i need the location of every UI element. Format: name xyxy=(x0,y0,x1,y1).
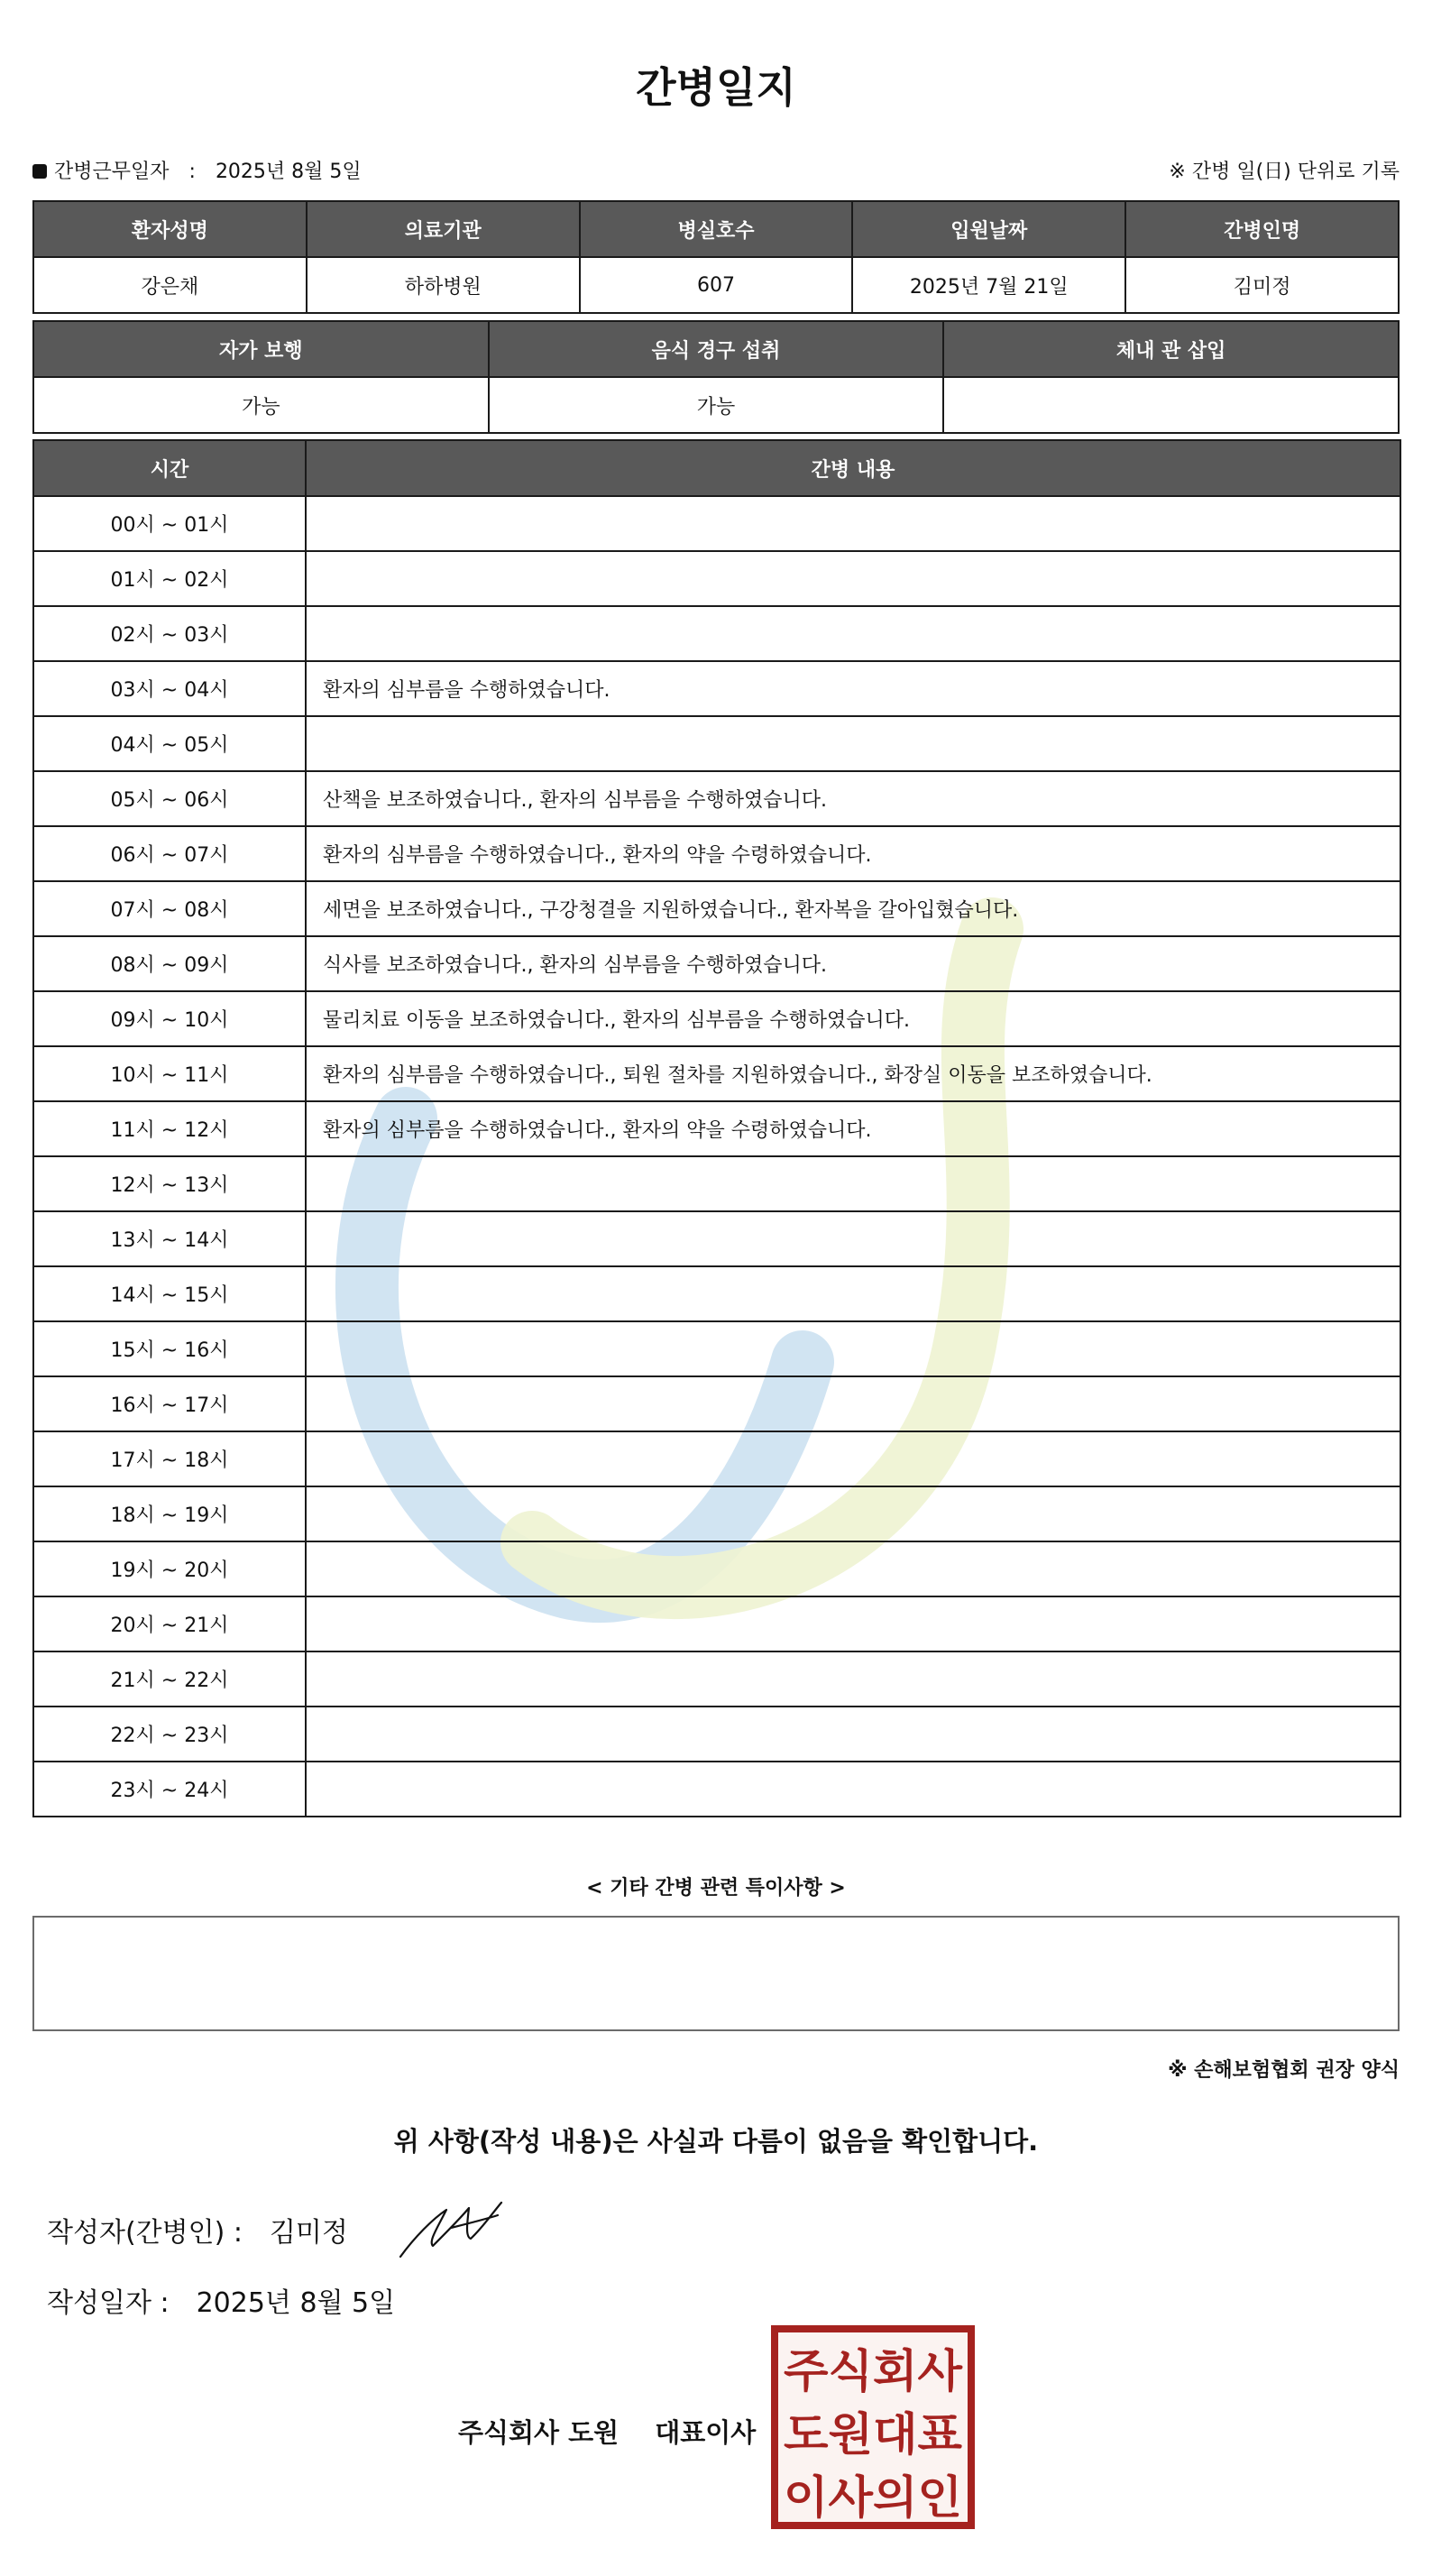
hourly-care-log-table xyxy=(32,439,1401,1817)
care-log-time: 18시 ~ 19시 xyxy=(33,1486,306,1541)
notes-title: < 기타 간병 관련 특이사항 > xyxy=(586,1877,846,1900)
care-log-time: 10시 ~ 11시 xyxy=(33,1046,306,1101)
writer-label: 작성자(간병인) : xyxy=(47,2217,243,2249)
care-log-content xyxy=(306,1651,1400,1707)
written-date-label: 작성일자 : xyxy=(47,2287,170,2319)
care-log-time: 04시 ~ 05시 xyxy=(33,716,306,771)
written-date-line xyxy=(47,2280,395,2320)
care-log-time: 06시 ~ 07시 xyxy=(33,826,306,881)
signature-icon xyxy=(397,2192,505,2264)
care-log-row xyxy=(33,991,1400,1046)
form-source-note: ※ 손해보험협회 권장 양식 xyxy=(1168,2059,1400,2082)
care-log-time: 22시 ~ 23시 xyxy=(33,1707,306,1762)
patient-info-table xyxy=(32,200,1400,314)
care-log-content xyxy=(306,716,1400,771)
header-tube-insertion: 체내 관 삽입 xyxy=(943,321,1399,377)
care-log-row xyxy=(33,716,1400,771)
svg-text:도원대표: 도원대표 xyxy=(784,2408,963,2461)
header-care-content: 간병 내용 xyxy=(306,440,1400,496)
svg-text:주식회사: 주식회사 xyxy=(784,2345,963,2397)
care-log-row xyxy=(33,1156,1400,1211)
care-log-content: 환자의 심부름을 수행하였습니다., 환자의 약을 수령하였습니다. xyxy=(306,1101,1400,1156)
care-log-row xyxy=(33,771,1400,826)
hospital-name: 하하병원 xyxy=(307,257,580,313)
care-log-content xyxy=(306,1486,1400,1541)
care-log-content xyxy=(306,551,1400,606)
patient-name: 강은채 xyxy=(33,257,307,313)
tube-insertion-value xyxy=(943,377,1399,433)
patient-info-header-row xyxy=(33,201,1399,257)
header-self-walking: 자가 보행 xyxy=(33,321,489,377)
care-log-row xyxy=(33,1431,1400,1486)
care-log-row xyxy=(33,1101,1400,1156)
care-log-time: 03시 ~ 04시 xyxy=(33,661,306,716)
company-seal-icon xyxy=(771,2325,975,2529)
care-log-row xyxy=(33,606,1400,661)
care-log-time: 07시 ~ 08시 xyxy=(33,881,306,936)
care-log-row xyxy=(33,826,1400,881)
company-signature-line xyxy=(458,2413,756,2450)
care-log-header-row xyxy=(33,440,1400,496)
care-log-time: 21시 ~ 22시 xyxy=(33,1651,306,1707)
patient-info-value-row xyxy=(33,257,1399,313)
care-log-row xyxy=(33,1321,1400,1376)
care-log-content: 산책을 보조하였습니다., 환자의 심부름을 수행하였습니다. xyxy=(306,771,1400,826)
care-log-content: 세면을 보조하였습니다., 구강청결을 지원하였습니다., 환자복을 갈아입혔습니다. xyxy=(306,881,1400,936)
care-log-row xyxy=(33,1762,1400,1817)
caregiver-name: 김미정 xyxy=(1125,257,1399,313)
care-log-row xyxy=(33,1046,1400,1101)
care-log-row xyxy=(33,1376,1400,1431)
care-log-row xyxy=(33,1707,1400,1762)
care-log-content xyxy=(306,1762,1400,1817)
record-unit-note: ※ 간병 일(日) 단위로 기록 xyxy=(1169,161,1400,183)
header-oral-intake: 음식 경구 섭취 xyxy=(489,321,944,377)
care-log-time: 12시 ~ 13시 xyxy=(33,1156,306,1211)
care-log-time: 16시 ~ 17시 xyxy=(33,1376,306,1431)
square-bullet-icon xyxy=(32,164,47,179)
care-log-time: 08시 ~ 09시 xyxy=(33,936,306,991)
care-log-content xyxy=(306,606,1400,661)
care-log-content xyxy=(306,1321,1400,1376)
svg-text:이사의인: 이사의인 xyxy=(784,2471,962,2524)
care-log-row xyxy=(33,881,1400,936)
written-date-value: 2025년 8월 5일 xyxy=(196,2287,396,2319)
care-log-content: 물리치료 이동을 보조하였습니다., 환자의 심부름을 수행하였습니다. xyxy=(306,991,1400,1046)
care-log-time: 13시 ~ 14시 xyxy=(33,1211,306,1266)
care-log-content xyxy=(306,1596,1400,1651)
care-log-content xyxy=(306,1707,1400,1762)
care-log-row xyxy=(33,1596,1400,1651)
self-walking-value: 가능 xyxy=(33,377,489,433)
work-date-line xyxy=(32,157,362,188)
care-log-content: 환자의 심부름을 수행하였습니다., 환자의 약을 수령하였습니다. xyxy=(306,826,1400,881)
care-log-time: 00시 ~ 01시 xyxy=(33,496,306,551)
special-notes-box xyxy=(32,1916,1400,2031)
room-number: 607 xyxy=(580,257,853,313)
care-log-row xyxy=(33,551,1400,606)
care-log-time: 05시 ~ 06시 xyxy=(33,771,306,826)
care-log-content xyxy=(306,1266,1400,1321)
care-log-row xyxy=(33,1486,1400,1541)
care-log-row xyxy=(33,1651,1400,1707)
care-log-content xyxy=(306,1541,1400,1596)
care-log-row xyxy=(33,1211,1400,1266)
company-name: 주식회사 도원 xyxy=(458,2417,620,2448)
header-room-number: 병실호수 xyxy=(580,201,853,257)
oral-intake-value: 가능 xyxy=(489,377,944,433)
admission-date: 2025년 7월 21일 xyxy=(852,257,1125,313)
care-log-content xyxy=(306,1431,1400,1486)
care-log-time: 11시 ~ 12시 xyxy=(33,1101,306,1156)
company-ceo-title: 대표이사 xyxy=(655,2417,757,2448)
care-log-time: 02시 ~ 03시 xyxy=(33,606,306,661)
care-log-content: 환자의 심부름을 수행하였습니다., 퇴원 절차를 지원하였습니다., 화장실 이동을 보조하였습니다. xyxy=(306,1046,1400,1101)
care-log-content: 환자의 심부름을 수행하였습니다. xyxy=(306,661,1400,716)
care-log-row xyxy=(33,661,1400,716)
care-log-time: 01시 ~ 02시 xyxy=(33,551,306,606)
care-log-content xyxy=(306,1376,1400,1431)
confirmation-statement: 위 사항(작성 내용)은 사실과 다름이 없음을 확인합니다. xyxy=(393,2126,1039,2157)
care-log-time: 23시 ~ 24시 xyxy=(33,1762,306,1817)
care-log-content: 식사를 보조하였습니다., 환자의 심부름을 수행하였습니다. xyxy=(306,936,1400,991)
care-log-time: 09시 ~ 10시 xyxy=(33,991,306,1046)
patient-status-table xyxy=(32,320,1400,434)
header-patient-name: 환자성명 xyxy=(33,201,307,257)
writer-name: 김미정 xyxy=(269,2217,348,2249)
writer-line xyxy=(47,2210,348,2249)
care-log-time: 20시 ~ 21시 xyxy=(33,1596,306,1651)
care-log-row xyxy=(33,496,1400,551)
care-log-time: 15시 ~ 16시 xyxy=(33,1321,306,1376)
work-date-separator: : xyxy=(188,161,196,183)
care-log-row xyxy=(33,1266,1400,1321)
care-log-row xyxy=(33,1541,1400,1596)
header-time: 시간 xyxy=(33,440,306,496)
care-log-time: 19시 ~ 20시 xyxy=(33,1541,306,1596)
care-log-content xyxy=(306,1211,1400,1266)
care-log-content xyxy=(306,496,1400,551)
header-admission-date: 입원날짜 xyxy=(852,201,1125,257)
work-date-label: 간병근무일자 xyxy=(54,161,170,183)
patient-status-header-row xyxy=(33,321,1399,377)
patient-status-value-row xyxy=(33,377,1399,433)
care-log-time: 14시 ~ 15시 xyxy=(33,1266,306,1321)
work-date-value: 2025년 8월 5일 xyxy=(215,161,362,183)
document-title: 간병일지 xyxy=(636,63,796,112)
header-hospital: 의료기관 xyxy=(307,201,580,257)
care-log-content xyxy=(306,1156,1400,1211)
care-log-row xyxy=(33,936,1400,991)
header-caregiver-name: 간병인명 xyxy=(1125,201,1399,257)
care-log-time: 17시 ~ 18시 xyxy=(33,1431,306,1486)
